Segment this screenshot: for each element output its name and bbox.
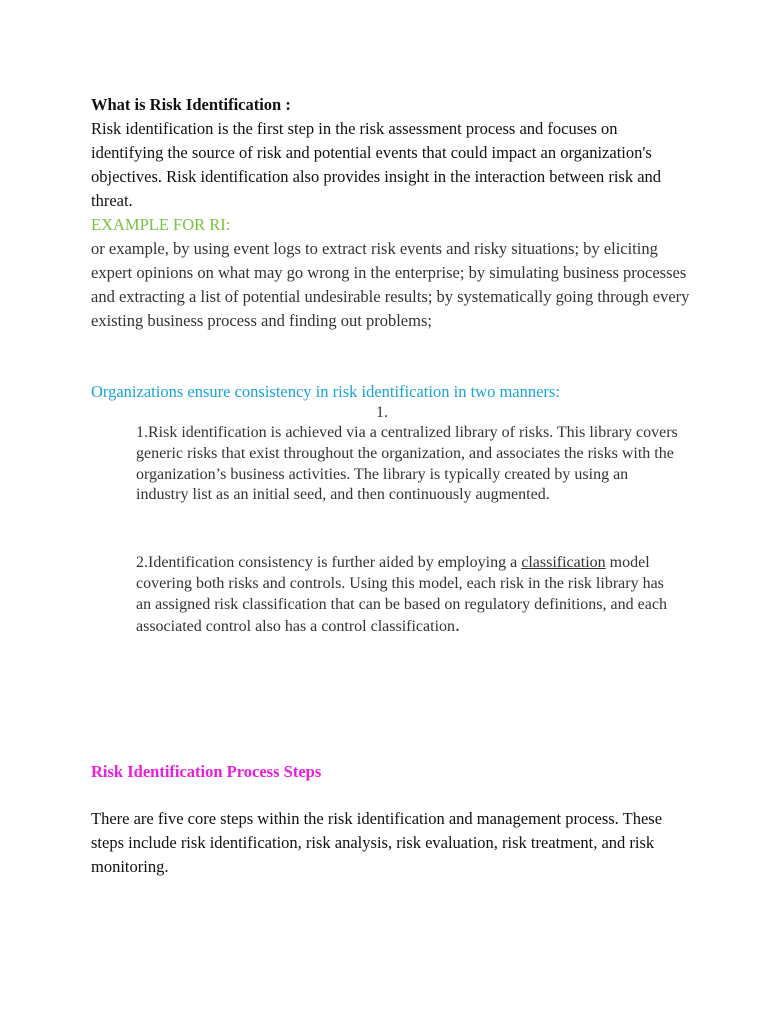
item2-text-after: model covering both risks and controls. Using this model, each risk in the risk library has an assigned risk classification that can be based on regulatory definitions, and each associated control also has a control classification <box>136 554 667 636</box>
section-paragraph: Risk identification is the first step in the risk assessment process and focuses on identifying the source of risk and potential events that could impact an organization's objectives. Risk identification also provides insight in the interaction between risk and threat. <box>91 119 662 210</box>
list-item <box>136 553 681 638</box>
list-item: 1.Risk identification is achieved via a centralized library of risks. This library covers generic risks that exist throughout the organization, and associates the risks with the organization’s business activities. The library is typically created by using an industry list as an initial seed, and then continuously augmented. <box>136 424 678 504</box>
section-heading: What is Risk Identification : <box>91 95 291 114</box>
list-marker: 1. <box>376 404 388 421</box>
classification-link[interactable]: classification <box>521 554 606 571</box>
example-label: EXAMPLE FOR RI: <box>91 215 231 234</box>
consistency-intro: Organizations ensure consistency in risk identification in two manners: <box>91 382 560 401</box>
example-paragraph: or example, by using event logs to extract risk events and risky situations; by eliciting expert opinions on what may go wrong in the enterprise; by simulating business processes and extracting a list of potential undesirable results; by systematically going through every existing business process and finding out problems; <box>91 239 690 330</box>
item2-period: . <box>455 614 461 637</box>
process-title: Risk Identification Process Steps <box>91 762 322 781</box>
process-paragraph: There are five core steps within the risk identification and management process. These steps include risk identification, risk analysis, risk evaluation, risk treatment, and risk monitoring. <box>91 809 663 876</box>
item2-text-before: 2.Identification consistency is further aided by employing a <box>136 554 522 571</box>
